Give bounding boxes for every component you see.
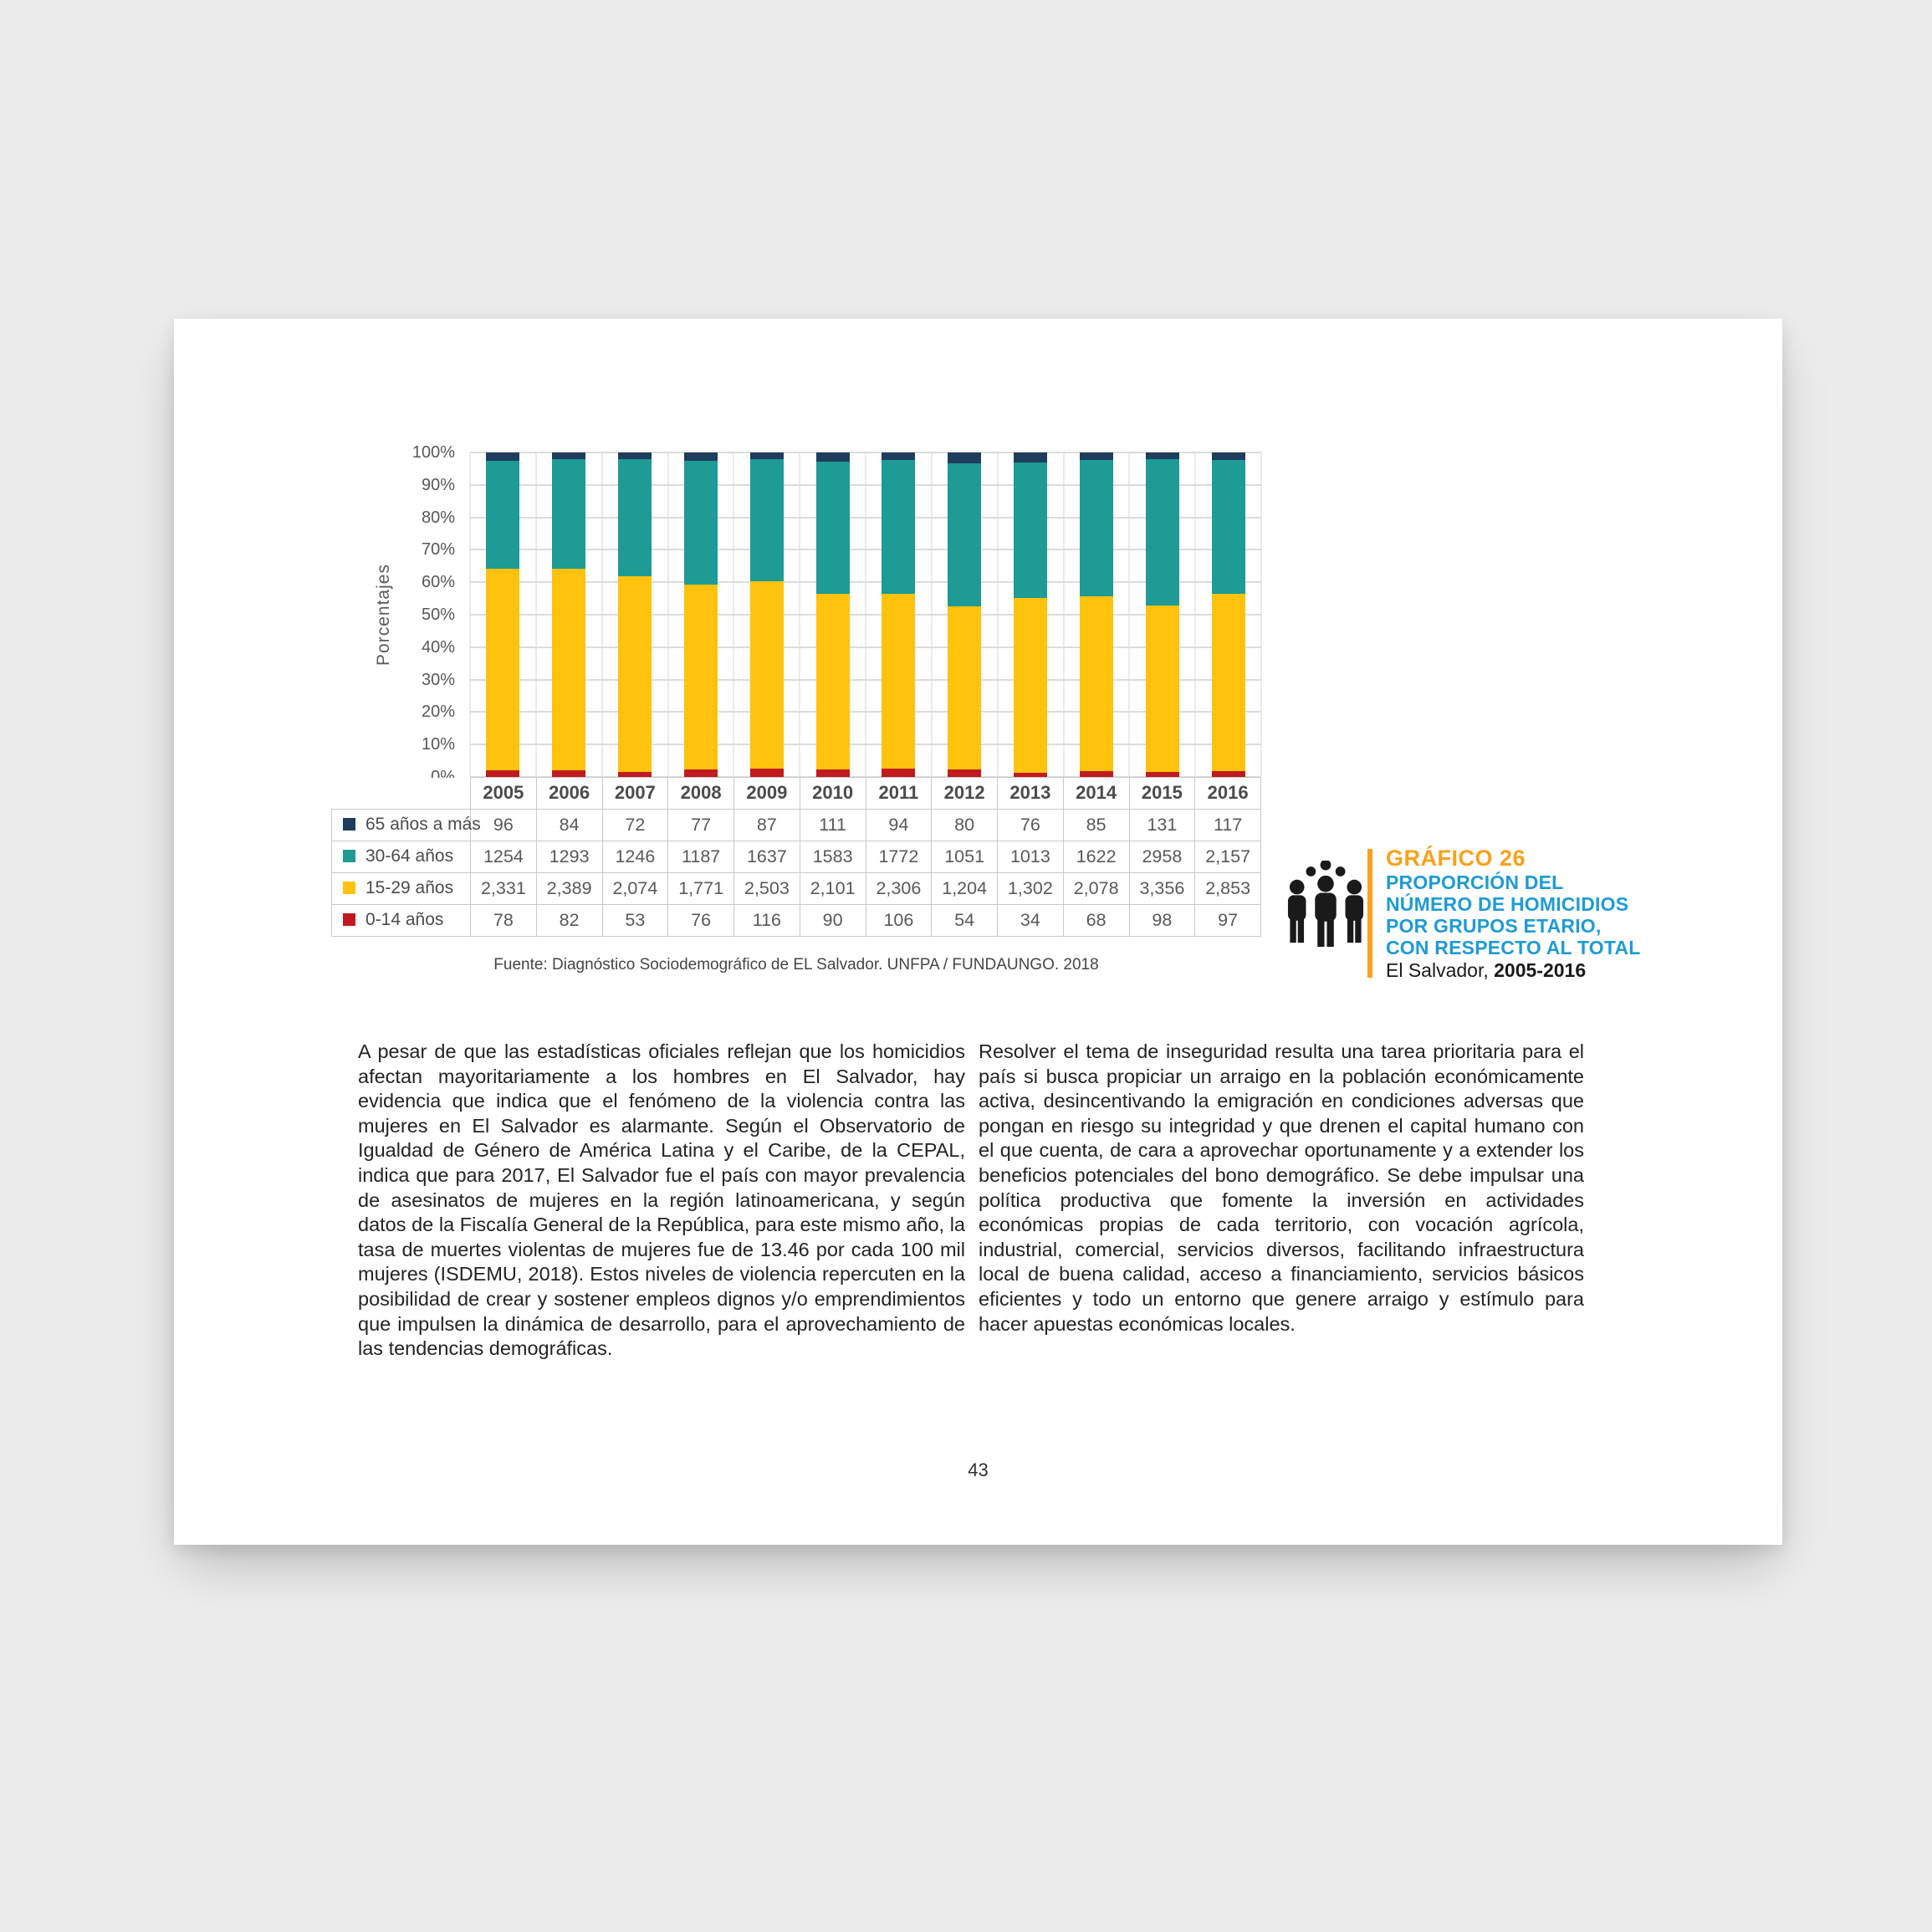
value-cell: 2,389: [536, 872, 602, 904]
chart-data-table: [331, 777, 1261, 937]
year-header: 2010: [800, 778, 866, 810]
value-cell: 117: [1195, 809, 1261, 841]
value-cell: 77: [668, 809, 734, 841]
bar-segment-15-29-años: [750, 581, 784, 769]
gridline-horizontal: [470, 452, 1261, 453]
bar-segment-30-64-años: [750, 459, 784, 581]
value-cell: 1622: [1063, 841, 1129, 872]
value-cell: 87: [734, 809, 800, 841]
bar-segment-65-años-a-más: [1146, 452, 1179, 459]
table-blank-cell: [332, 778, 471, 810]
y-tick-label: 30%: [421, 670, 455, 689]
bar-segment-0-14-años: [816, 769, 850, 777]
year-header: 2014: [1063, 778, 1129, 810]
year-header: 2007: [602, 778, 668, 810]
value-cell: 1,302: [998, 872, 1064, 904]
value-cell: 2958: [1129, 841, 1195, 872]
gridline-horizontal: [470, 484, 1261, 486]
people-group-icon: [1286, 861, 1365, 961]
bar-segment-30-64-años: [1146, 459, 1179, 606]
value-cell: 84: [536, 809, 602, 841]
table-header-row: [332, 778, 1261, 810]
value-cell: 78: [471, 904, 537, 936]
bar-segment-65-años-a-más: [684, 452, 718, 461]
y-axis-label: Porcentajes: [374, 564, 393, 666]
value-cell: 94: [866, 809, 932, 841]
bar-segment-30-64-años: [1014, 463, 1047, 598]
bar-segment-15-29-años: [618, 576, 652, 772]
bar-segment-15-29-años: [1080, 596, 1113, 771]
year-header: 2015: [1129, 778, 1195, 810]
value-cell: 98: [1129, 904, 1195, 936]
bar-segment-15-29-años: [882, 594, 915, 769]
grafico-caption: [1386, 845, 1662, 982]
bar-segment-65-años-a-más: [816, 452, 850, 462]
y-tick-label: 100%: [411, 443, 455, 462]
bar-segment-15-29-años: [816, 594, 850, 769]
bar-segment-30-64-años: [618, 459, 652, 576]
bar-segment-15-29-años: [948, 606, 981, 770]
y-tick-label: 50%: [421, 606, 455, 624]
y-tick-label: 80%: [421, 508, 455, 527]
bar-segment-65-años-a-más: [1212, 452, 1245, 460]
value-cell: 97: [1195, 904, 1261, 936]
value-cell: 1,204: [932, 872, 998, 904]
caption-subtitle-years: 2005-2016: [1494, 959, 1587, 981]
bar-segment-15-29-años: [486, 569, 519, 770]
bar-segment-65-años-a-más: [1080, 452, 1113, 460]
y-axis-ticks: [390, 443, 462, 777]
gridline-horizontal: [470, 744, 1261, 745]
y-tick-label: 70%: [421, 540, 455, 560]
bar-segment-15-29-años: [1212, 594, 1245, 771]
value-cell: 80: [932, 809, 998, 841]
table-row: [332, 872, 1261, 904]
bar-segment-15-29-años: [684, 585, 718, 769]
value-cell: 1,771: [668, 872, 734, 904]
value-cell: 53: [602, 904, 668, 936]
year-header: 2009: [734, 778, 800, 810]
value-cell: 90: [800, 904, 866, 936]
source-note: Fuente: Diagnóstico Sociodemográfico de EL Salvador. UNFPA / FUNDAUNGO. 2018: [493, 956, 1099, 974]
value-cell: 116: [734, 904, 800, 936]
value-cell: 96: [471, 809, 537, 841]
bar-segment-65-años-a-más: [948, 452, 981, 463]
gridline-horizontal: [470, 517, 1261, 519]
gridline-horizontal: [470, 711, 1261, 713]
body-paragraph-left: A pesar de que las estadísticas oficiales reflejan que los homicidios afectan mayoritariamente a los hombres en El Salvador, hay evidencia que indica que el fenómeno de la violencia contra las mujeres en El Salvador es alarmante. Según el Observatorio de Igualdad de Género de América Latina y el Caribe, de la CEPAL, indica que para 2017, El Salvador fue el país con mayor prevalencia de asesinatos de mujeres en la región latinoamericana, y según datos de la Fiscalía General de la República, para este mismo año, la tasa de muertes violentas de mujeres fue de 13.46 por cada 100 mil mujeres (ISDEMU, 2018). Estos niveles de violencia repercuten en la posibilidad de crear y sostener empleos dignos y/o emprendimientos que impulsen la dinámica de desarrollo, para el aprovechamiento de las tendencias demográficas.: [358, 1040, 965, 1360]
value-cell: 1583: [800, 841, 866, 872]
legend-cell: 15-29 años: [332, 872, 471, 904]
bar-segment-65-años-a-más: [750, 452, 784, 459]
stacked-bar-plot: [470, 452, 1261, 777]
caption-title-line: NÚMERO DE HOMICIDIOS: [1386, 893, 1629, 915]
year-header: 2011: [866, 778, 932, 810]
value-cell: 2,078: [1063, 872, 1129, 904]
y-tick-label: 10%: [421, 735, 455, 754]
year-header: 2013: [998, 778, 1064, 810]
caption-subtitle-prefix: El Salvador,: [1386, 959, 1495, 981]
table-row: [332, 904, 1261, 936]
year-header: 2005: [471, 778, 537, 810]
year-header: 2012: [932, 778, 998, 810]
bar-segment-0-14-años: [552, 770, 585, 777]
bar-segment-0-14-años: [882, 769, 915, 777]
page-number: 43: [968, 1459, 989, 1480]
bar-segment-30-64-años: [882, 460, 915, 595]
value-cell: 54: [932, 904, 998, 936]
bar-segment-65-años-a-más: [882, 452, 915, 460]
gridline-horizontal: [470, 647, 1261, 648]
value-cell: 131: [1129, 809, 1195, 841]
value-cell: 2,331: [471, 872, 537, 904]
value-cell: 1013: [998, 841, 1064, 872]
value-cell: 2,306: [866, 872, 932, 904]
legend-cell: 0-14 años: [332, 904, 471, 936]
legend-swatch: [343, 882, 355, 894]
bar-segment-15-29-años: [552, 569, 585, 770]
caption-accent-rule: [1367, 849, 1372, 978]
bar-segment-65-años-a-más: [1014, 452, 1047, 463]
value-cell: 111: [800, 809, 866, 841]
value-cell: 1772: [866, 841, 932, 872]
value-cell: 1254: [471, 841, 537, 872]
legend-cell: 65 años a más: [332, 809, 471, 841]
bar-segment-0-14-años: [1212, 771, 1245, 777]
year-header: 2008: [668, 778, 734, 810]
value-cell: 3,356: [1129, 872, 1195, 904]
value-cell: 2,853: [1195, 872, 1261, 904]
body-paragraph-right: Resolver el tema de inseguridad resulta una tarea prioritaria para el país si busca propiciar un arraigo en la población económicamente activa, desincentivando la emigración en condiciones adversas que pongan en riesgo su integridad y que drenen el capital humano con el que cuenta, de cara a aprovechar oportunamente y a extender los beneficios potenciales del bono demográfico. Se debe impulsar una política productiva que fomente la inversión en actividades económicas propias de cada territorio, con vocación agrícola, industrial, comercial, servicios diversos, facilitando infraestructura local de buena calidad, acceso a financiamiento, servicios básicos eficientes y todo un entorno que genere arraigo y estímulo para hacer apuestas económicas locales.: [979, 1040, 1584, 1335]
bar-segment-0-14-años: [684, 769, 718, 777]
value-cell: 72: [602, 809, 668, 841]
value-cell: 2,157: [1195, 841, 1261, 872]
gridline-horizontal: [470, 581, 1261, 583]
value-cell: 106: [866, 904, 932, 936]
table-row: [332, 809, 1261, 841]
y-tick-label: 20%: [421, 703, 455, 722]
gridline-horizontal: [470, 614, 1261, 616]
bar-segment-0-14-años: [1080, 771, 1113, 777]
value-cell: 1187: [668, 841, 734, 872]
legend-swatch: [343, 850, 355, 862]
gridline-horizontal: [470, 679, 1261, 681]
caption-subtitle: [1386, 959, 1662, 982]
value-cell: 1246: [602, 841, 668, 872]
gridline-horizontal: [470, 549, 1261, 550]
value-cell: 1051: [932, 841, 998, 872]
bar-segment-65-años-a-más: [552, 452, 585, 459]
legend-swatch: [343, 913, 355, 926]
value-cell: 1637: [734, 841, 800, 872]
caption-kicker: GRÁFICO 26: [1386, 846, 1526, 871]
caption-title-line: PROPORCIÓN DEL: [1386, 871, 1564, 893]
bar-segment-0-14-años: [486, 770, 519, 777]
bar-segment-0-14-años: [948, 769, 981, 777]
caption-title-line: POR GRUPOS ETARIO,: [1386, 915, 1602, 937]
bar-segment-0-14-años: [750, 769, 784, 777]
value-cell: 34: [998, 904, 1064, 936]
legend-cell: 30-64 años: [332, 841, 471, 872]
caption-title-line: CON RESPECTO AL TOTAL: [1386, 937, 1641, 958]
document-page: [174, 319, 1782, 1545]
value-cell: 2,101: [800, 872, 866, 904]
value-cell: 82: [536, 904, 602, 936]
bar-segment-30-64-años: [816, 462, 850, 594]
year-header: 2006: [536, 778, 602, 810]
bar-segment-65-años-a-más: [486, 452, 519, 461]
legend-swatch: [343, 818, 355, 831]
bar-segment-30-64-años: [1212, 460, 1245, 594]
y-tick-label: 90%: [421, 475, 455, 494]
value-cell: 76: [668, 904, 734, 936]
bar-segment-30-64-años: [1080, 460, 1113, 596]
bar-segment-30-64-años: [552, 459, 585, 568]
bar-segment-15-29-años: [1146, 606, 1179, 772]
value-cell: 76: [998, 809, 1064, 841]
value-cell: 85: [1063, 809, 1129, 841]
bar-segment-15-29-años: [1014, 598, 1047, 772]
value-cell: 2,503: [734, 872, 800, 904]
y-tick-label: 40%: [421, 637, 455, 657]
year-header: 2016: [1195, 778, 1261, 810]
value-cell: 68: [1063, 904, 1129, 936]
value-cell: 2,074: [602, 872, 668, 904]
y-tick-label: 60%: [421, 573, 455, 592]
bar-segment-30-64-años: [948, 463, 981, 606]
value-cell: 1293: [536, 841, 602, 872]
bar-segment-30-64-años: [486, 461, 519, 569]
bar-segment-65-años-a-más: [618, 452, 652, 459]
bar-segment-30-64-años: [684, 461, 718, 585]
table-row: [332, 841, 1261, 872]
